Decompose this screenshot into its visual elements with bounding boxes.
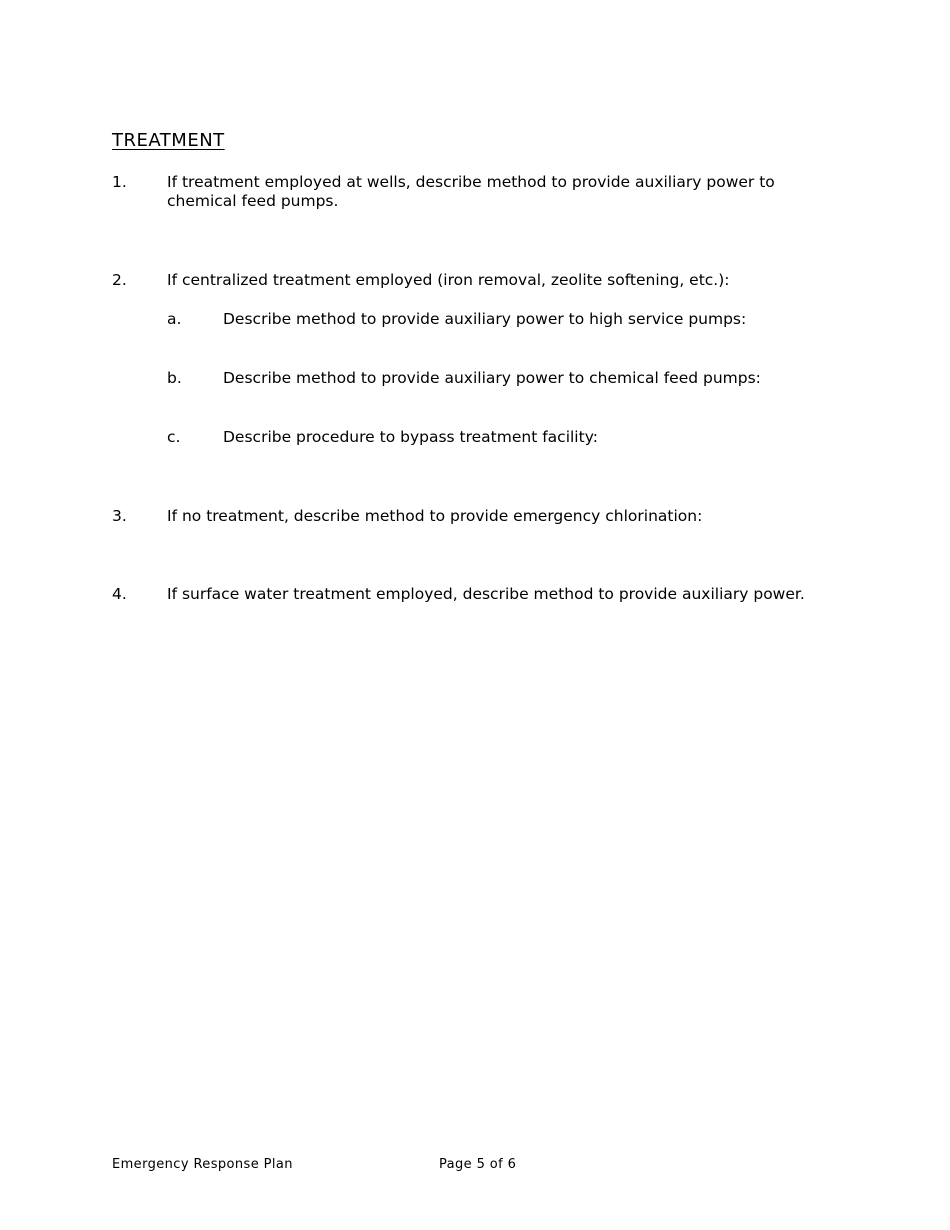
list-item-text: If no treatment, describe method to provide emergency chlorination: xyxy=(167,507,703,525)
list-item-text: If centralized treatment employed (iron removal, zeolite softening, etc.): xyxy=(167,271,730,289)
sub-item-text: Describe method to provide auxiliary power to chemical feed pumps: xyxy=(223,369,761,387)
list-item-number: 1. xyxy=(112,173,127,191)
footer-document-name: Emergency Response Plan xyxy=(112,1157,293,1172)
sub-item-letter: a. xyxy=(167,310,182,328)
footer-page-number: Page 5 of 6 xyxy=(439,1157,517,1172)
list-item-text: If treatment employed at wells, describe method to provide auxiliary power to chemical feed pumps. xyxy=(167,173,775,210)
list-item-number: 3. xyxy=(112,507,127,525)
sub-item-letter: b. xyxy=(167,369,182,387)
sub-item-text: Describe method to provide auxiliary power to high service pumps: xyxy=(223,310,747,328)
section-title: TREATMENT xyxy=(112,130,225,151)
sub-item-letter: c. xyxy=(167,428,181,446)
list-item-number: 4. xyxy=(112,585,127,603)
sub-item-text: Describe procedure to bypass treatment facility: xyxy=(223,428,598,446)
list-item-number: 2. xyxy=(112,271,127,289)
list-item-text: If surface water treatment employed, describe method to provide auxiliary power. xyxy=(167,585,805,603)
